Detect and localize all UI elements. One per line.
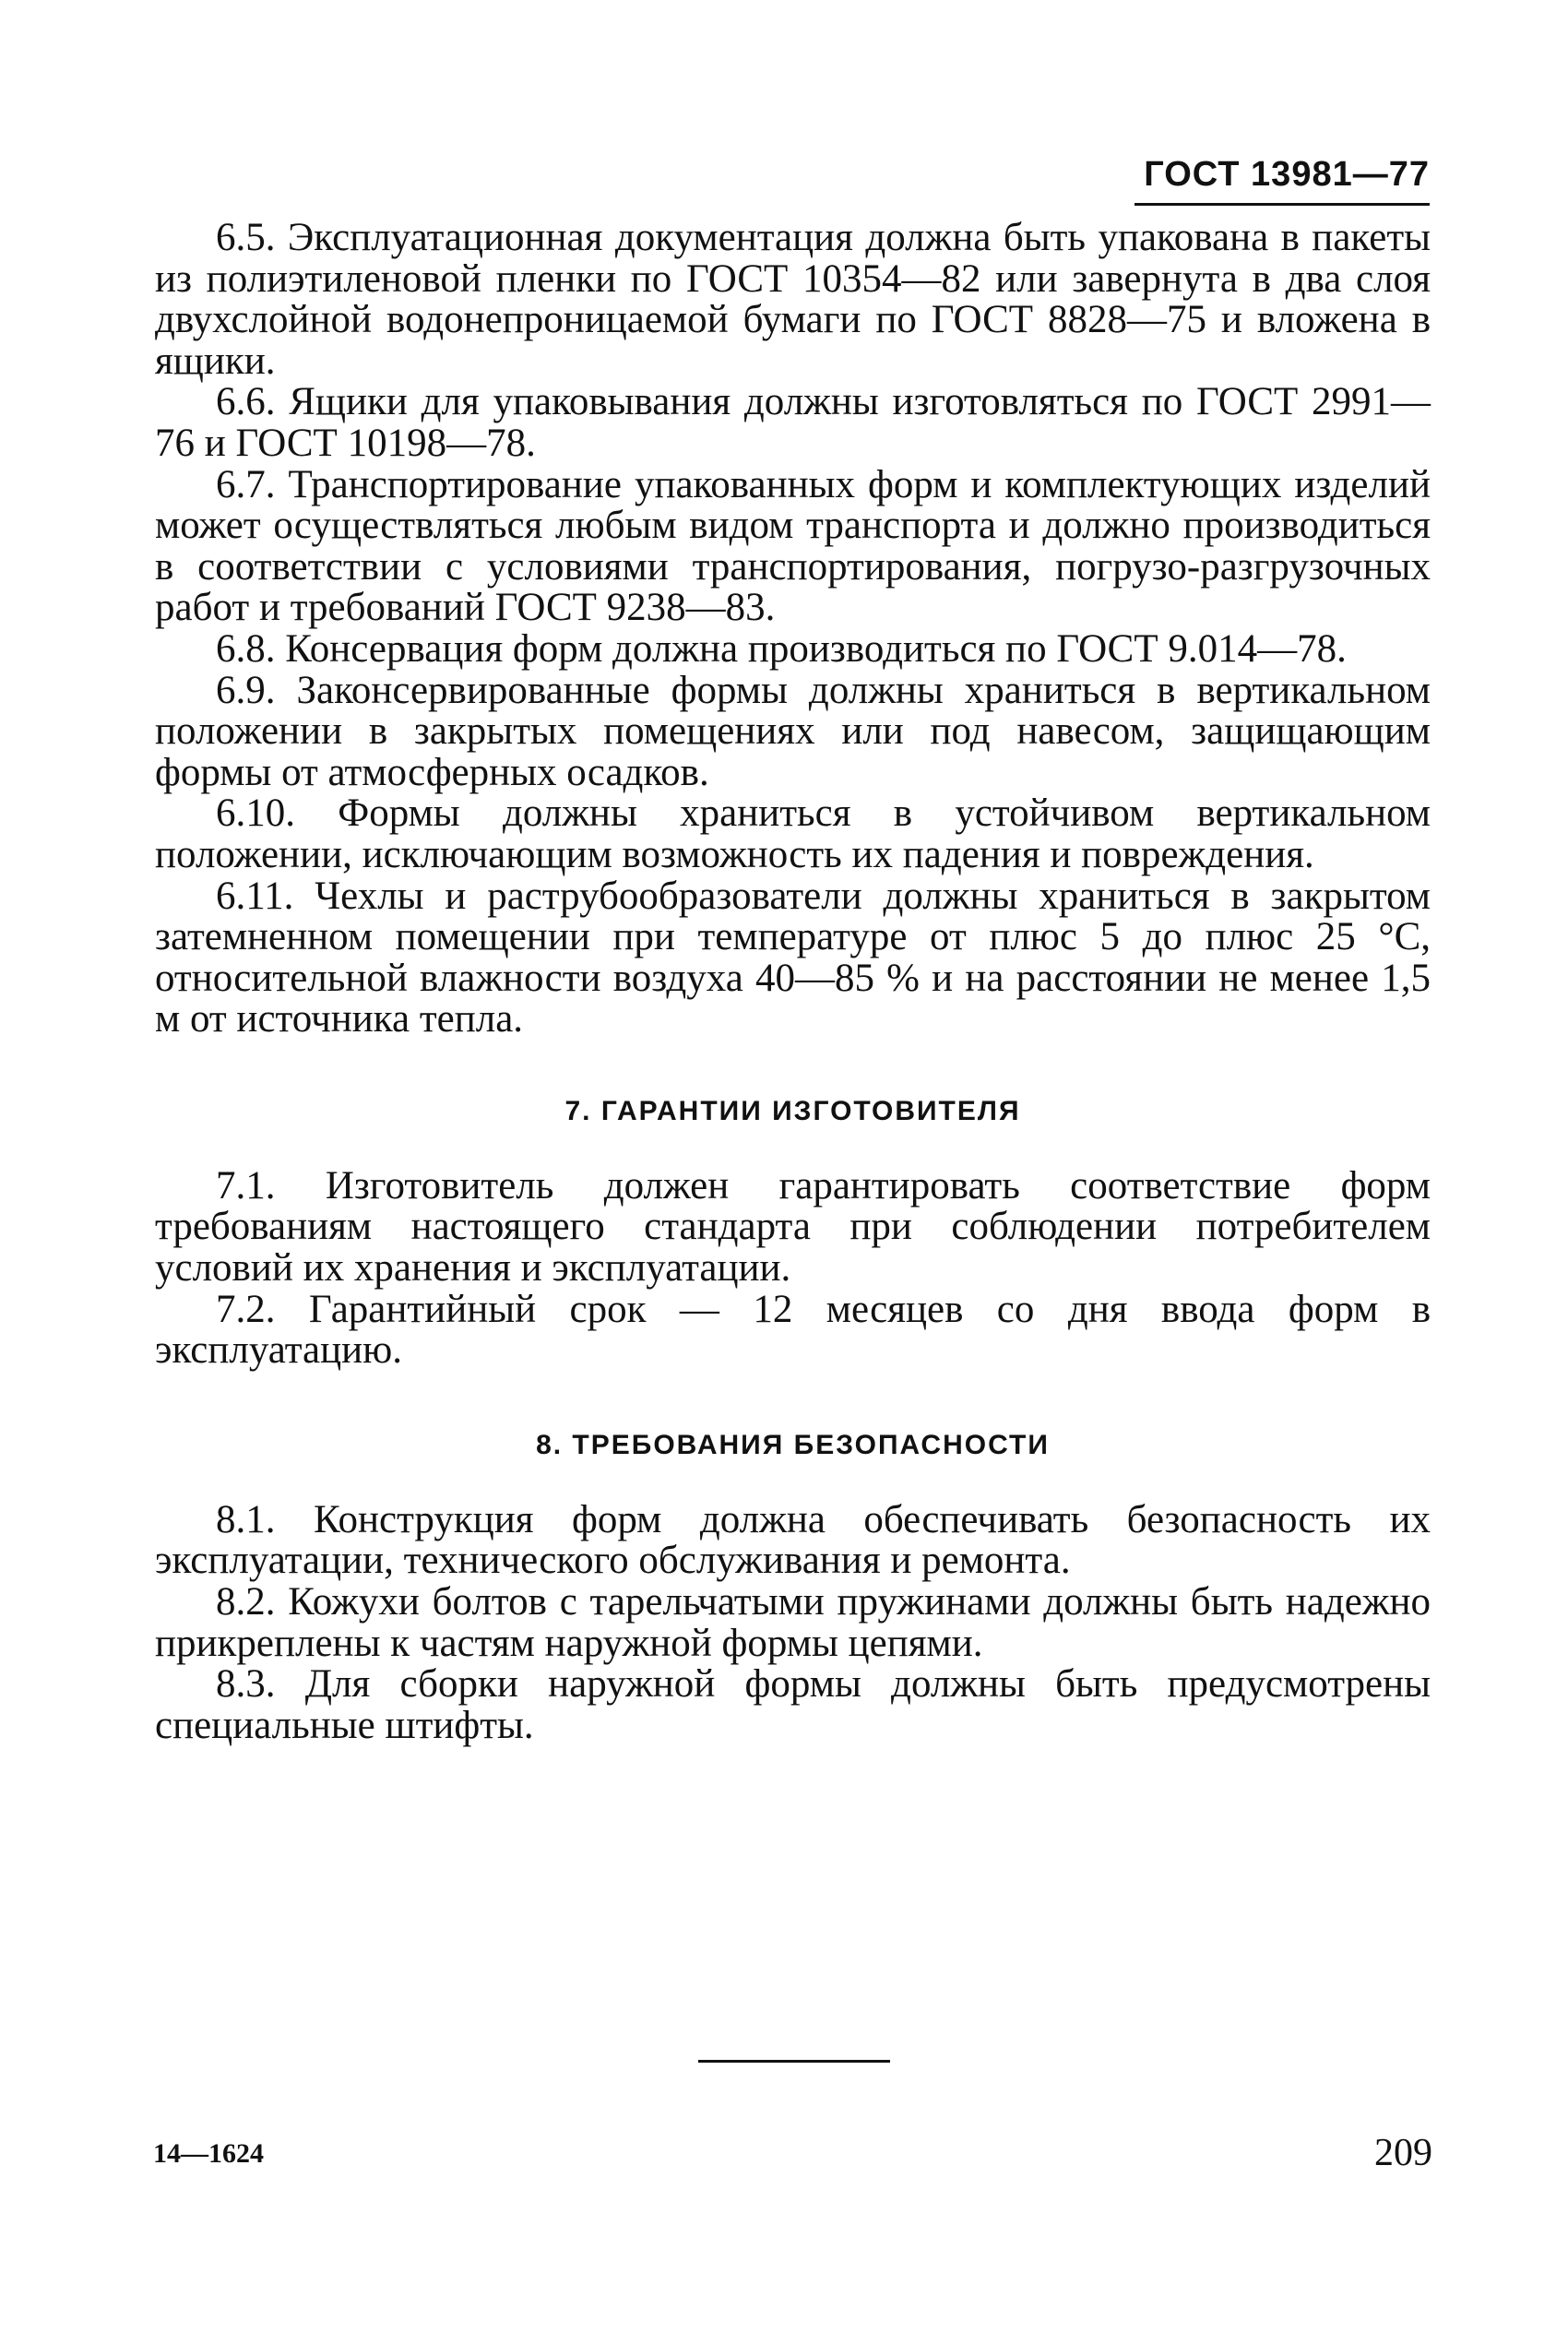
paragraph-6-6: 6.6. Ящики для упаковывания должны изготовляться по ГОСТ 2991—76 и ГОСТ 10198—78.	[155, 380, 1431, 465]
paragraph-6-9: 6.9. Законсервированные формы должны храниться в вертикальном положении в закрытых помещениях или под навесом, защищающим формы от атмосферных осадков.	[155, 668, 1431, 794]
print-order-code: 14—1624	[153, 2138, 264, 2169]
paragraph-6-11: 6.11. Чехлы и раструбообразователи должны храниться в закрытом затемненном помещении при температуре от плюс 5 до плюс 25 °C, относительной влажности воздуха 40—85 % и на расстоянии не менее 1,5 м от источника тепла.	[155, 874, 1431, 1041]
section-8-title: 8. ТРЕБОВАНИЯ БЕЗОПАСНОСТИ	[536, 1429, 1050, 1460]
standard-code-header: ГОСТ 13981—77	[1144, 155, 1430, 194]
paragraph-8-1: 8.1. Конструкция форм должна обеспечивать безопасность их эксплуатации, технического обслуживания и ремонта.	[155, 1497, 1431, 1583]
paragraph-7-2: 7.2. Гарантийный срок — 12 месяцев со дня ввода форм в эксплуатацию.	[155, 1287, 1431, 1373]
paragraph-6-8: 6.8. Консервация форм должна производиться по ГОСТ 9.014—78.	[216, 626, 1347, 671]
paragraph-6-5: 6.5. Эксплуатационная документация должна быть упакована в пакеты из полиэтиленовой пленки по ГОСТ 10354—82 или завернута в два слоя двухслойной водонепроницаемой бумаги по ГОСТ 8828—75 и вложена в ящики.	[155, 216, 1431, 383]
page-number: 209	[1374, 2132, 1432, 2174]
end-of-text-rule	[698, 2060, 890, 2063]
paragraph-8-2: 8.2. Кожухи болтов с тарельчатыми пружинами должны быть надежно прикреплены к частям наружной формы цепями.	[155, 1580, 1431, 1665]
section-7-title: 7. ГАРАНТИИ ИЗГОТОВИТЕЛЯ	[564, 1095, 1021, 1126]
paragraph-6-7: 6.7. Транспортирование упакованных форм и комплектующих изделий может осуществляться любым видом транспорта и должно производиться в соответствии с условиями транспортирования, погрузо-разгрузочных работ и требований ГОСТ 9238—83.	[155, 462, 1431, 630]
paragraph-6-10: 6.10. Формы должны храниться в устойчивом вертикальном положении, исключающим возможность их падения и повреждения.	[155, 791, 1431, 876]
paragraph-8-3: 8.3. Для сборки наружной формы должны быть предусмотрены специальные штифты.	[155, 1662, 1431, 1747]
page-content	[155, 218, 1431, 1746]
header-rule	[1134, 203, 1430, 206]
paragraph-7-1: 7.1. Изготовитель должен гарантировать соответствие форм требованиям настоящего стандарта при соблюдении потребителем условий их хранения и эксплуатации.	[155, 1163, 1431, 1291]
